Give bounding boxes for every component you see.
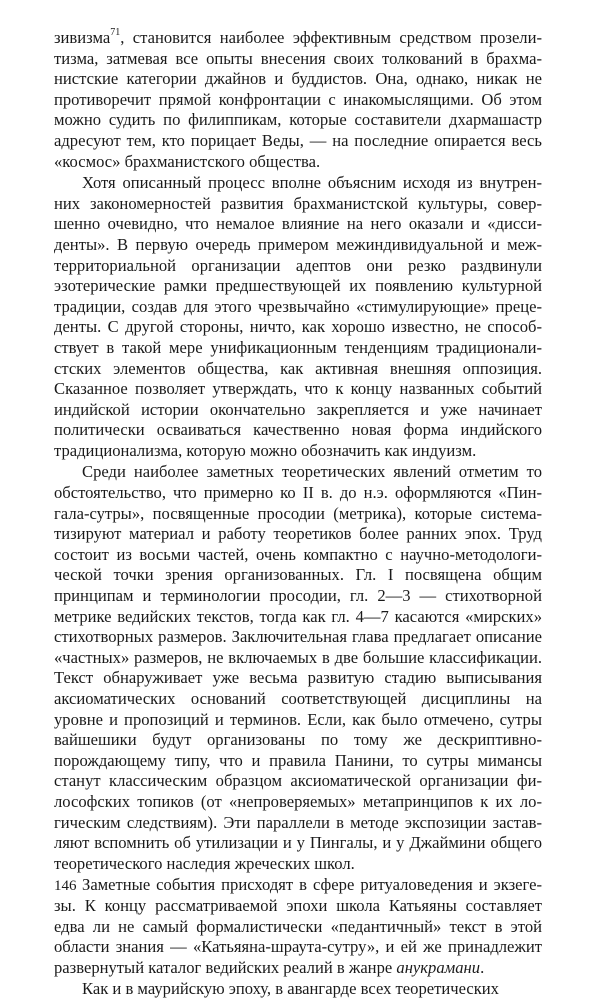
page-body bbox=[54, 28, 542, 1000]
paragraph-1-rest: , становится наиболее эффективным средством прозелитизма, затмевая все опыты внесения своих толкований в брахманистские категории джайнов и буддистов. Она, однако, никак не противоречит прямой конфронтации с инакомыслящими. Об этом можно судить по филиппикам, которые составители дхармашастр адресуют тем, кто порицает Веды, — на последние опирается весь «космос» брахманистского общества. bbox=[54, 28, 542, 171]
paragraph-3: Среди наиболее заметных теоретических явлений отметим то обстоятельство, что примерно ко II в. до н.э. оформляются «Пингала-сутры», посвященные просодии (метрика), которые системaтизируют материал и работу теоретиков более ранних эпох. Труд состоит из восьми частей, очень компактно с научно-методологической точки зрения организованных. Гл. I посвящена общим принципам и терминологии просодии, гл. 2—3 — стихотворной метрике ведийских текстов, тогда как гл. 4—7 касаются «мирских» стихотворных размеров. Заключительная глава предлагает описание «частных» размеров, не включаемых в две большие классификации. Текст обнаруживает уже весьма развитую стадию выписывания аксиоматических оснований соответствующей дисциплины на уровне и пропозиций и терминов. Если, как было отмечено, сутры вайшешики будут организованы по тому же дескриптивно-порождающему типу, что и правила Панини, то сутры мимансы станут классическим образцом аксиоматической организации философских топиков (от «непроверяемых» метапринципов к их логическим следствиям). Эти параллели в методе экспозиции заставляют вспомнить об утилизации и у Пингалы, и у Джаймини общего теоретического наследия жреческих школ. bbox=[54, 462, 542, 873]
paragraph-4-end: . bbox=[480, 957, 485, 977]
paragraph-1-start: зивизма bbox=[54, 28, 111, 47]
footnote-ref-71[interactable]: 71 bbox=[110, 27, 121, 39]
term-anukramani: анукрамани bbox=[396, 957, 481, 977]
paragraph-4 bbox=[54, 875, 542, 978]
page-number: 146 bbox=[54, 878, 77, 894]
paragraph-1 bbox=[54, 28, 542, 172]
paragraph-2: Хотя описанный процесс вполне объясним исходя из внутренних закономерностей развития брахманистской культуры, совершенно очевидно, что немалое влияние на него оказали и «диссиденты». В первую очередь примером межиндивидуальной и межтерриториальной организации адептов они резко раздвинули эзотерические рамки предшествующей их появлению культурной традиции, создав для этого чрезвычайно «стимулирующие» прецеденты. С другой стороны, ничто, как хорошо известно, не способствует в такой мере унификационным тенденциям традиционалистских элементов общества, как активная внешняя оппозиция. Сказанное позволяет утверждать, что к концу названных событий индийской истории окончательно закрепляется и уже начинает политически осваиваться качественно новая форма индийского традиционализма, которую можно обозначить как индуизм. bbox=[54, 173, 542, 460]
paragraph-4-text: Заметные события присходят в сфере ритуаловедения и экзегезы. К концу рассматриваемой эпохи школа Катьяяны составляет едва ли не самый формалистически «педантичный» текст в этой области знания — «Катьяяна-шраута-сутру», и ей же принадлежит развернутый каталог ведийских реалий в жанре bbox=[54, 875, 542, 977]
paragraph-5: Как и в маурийскую эпоху, в авангарде всех теоретических bbox=[82, 979, 499, 999]
